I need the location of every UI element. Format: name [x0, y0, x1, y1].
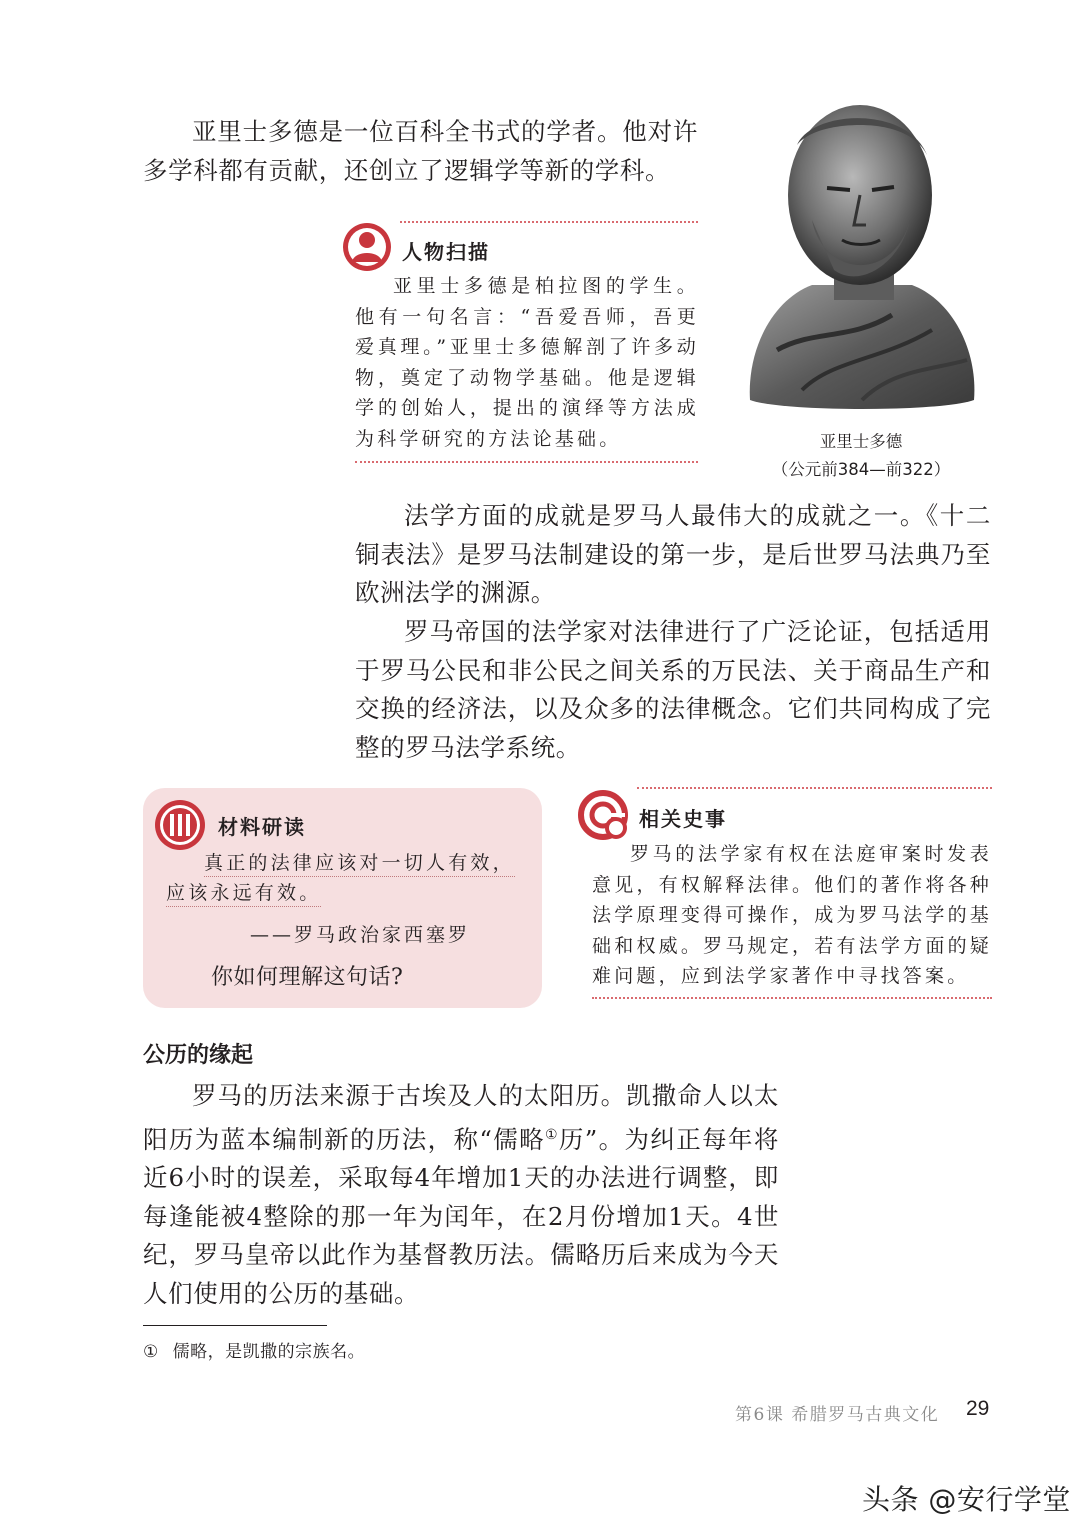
history-box-title: 相关史事 [639, 807, 727, 831]
history-top-border [637, 787, 992, 789]
reading-box-title: 材料研读 [218, 815, 306, 839]
footnote-mark: ① [143, 1342, 159, 1362]
spiral-scroll-icon [578, 790, 632, 840]
calendar-text-b: 历”。为纠正每年将近6小时的误差，采取每4年增加1天的办法进行调整，即每逢能被4整除的那一年为闰年，在2月份增加1天。4世纪，罗马皇帝以此作为基督教历法。儒略历后来成为今天人们使用的公历的基础。 [143, 1124, 780, 1308]
intro-paragraph: 亚里士多德是一位百科全书式的学者。他对许多学科都有贡献，还创立了逻辑学等新的学科。 [143, 117, 698, 185]
calendar-text-a: 罗马的历法来源于古埃及人的太阳历。凯撒命人以太阳历为蓝本编制新的历法，称“儒略 [143, 1081, 779, 1154]
footnote-text: 儒略，是凯撒的宗族名。 [172, 1342, 366, 1362]
reading-quote-text: 真正的法律应该对一切人有效，应该永远有效。 [166, 852, 515, 907]
history-bottom-border [592, 997, 992, 999]
portrait-caption-name: 亚里士多德 [819, 432, 903, 451]
calendar-heading: 公历的缘起 [143, 1043, 254, 1068]
reading-question: 你如何理解这句话? [211, 965, 404, 990]
history-box-text: 罗马的法学家有权在法庭审案时发表意见，有权解释法律。他们的著作将各种法学原理变得可操作，成为罗马法学的基础和权威。罗马规定，若有法学方面的疑难问题，应到法学家著作中寻找答案。 [592, 843, 992, 987]
lesson-title: 第6课 希腊罗马古典文化 [735, 1405, 940, 1425]
watermark: 头条 @安行学堂 [862, 1483, 1071, 1516]
footnote-reference[interactable]: ① [544, 1126, 559, 1143]
figure-scan-top-border [400, 221, 698, 223]
figure-scan-title: 人物扫描 [402, 240, 490, 264]
footnote-rule [143, 1325, 327, 1326]
footnote [143, 1337, 365, 1362]
page-number: 29 [966, 1397, 990, 1420]
portrait-caption-dates: （公元前384—前322） [771, 460, 951, 479]
reading-attribution: ——罗马政治家西塞罗 [250, 924, 471, 946]
column-pillars-icon [154, 799, 206, 851]
bust-image [742, 100, 980, 416]
figure-scan-bottom-border [355, 461, 698, 463]
person-icon [342, 222, 392, 272]
law-paragraph-2: 罗马帝国的法学家对法律进行了广泛论证，包括适用于罗马公民和非公民之间关系的万民法、关于商品生产和交换的经济法，以及众多的法律概念。它们共同构成了完整的罗马法学系统。 [355, 617, 991, 762]
calendar-paragraph [143, 1077, 779, 1313]
figure-scan-text: 亚里士多德是柏拉图的学生。他有一句名言：“吾爱吾师，吾更爱真理。”亚里士多德解剖了许多动物，奠定了动物学基础。他是逻辑学的创始人，提出的演绎等方法成为科学研究的方法论基础。 [355, 275, 699, 450]
aristotle-portrait [742, 100, 980, 416]
reading-quote [166, 848, 522, 908]
law-paragraph-1: 法学方面的成就是罗马人最伟大的成就之一。《十二铜表法》是罗马法制建设的第一步，是后世罗马法典乃至欧洲法学的渊源。 [355, 501, 991, 607]
